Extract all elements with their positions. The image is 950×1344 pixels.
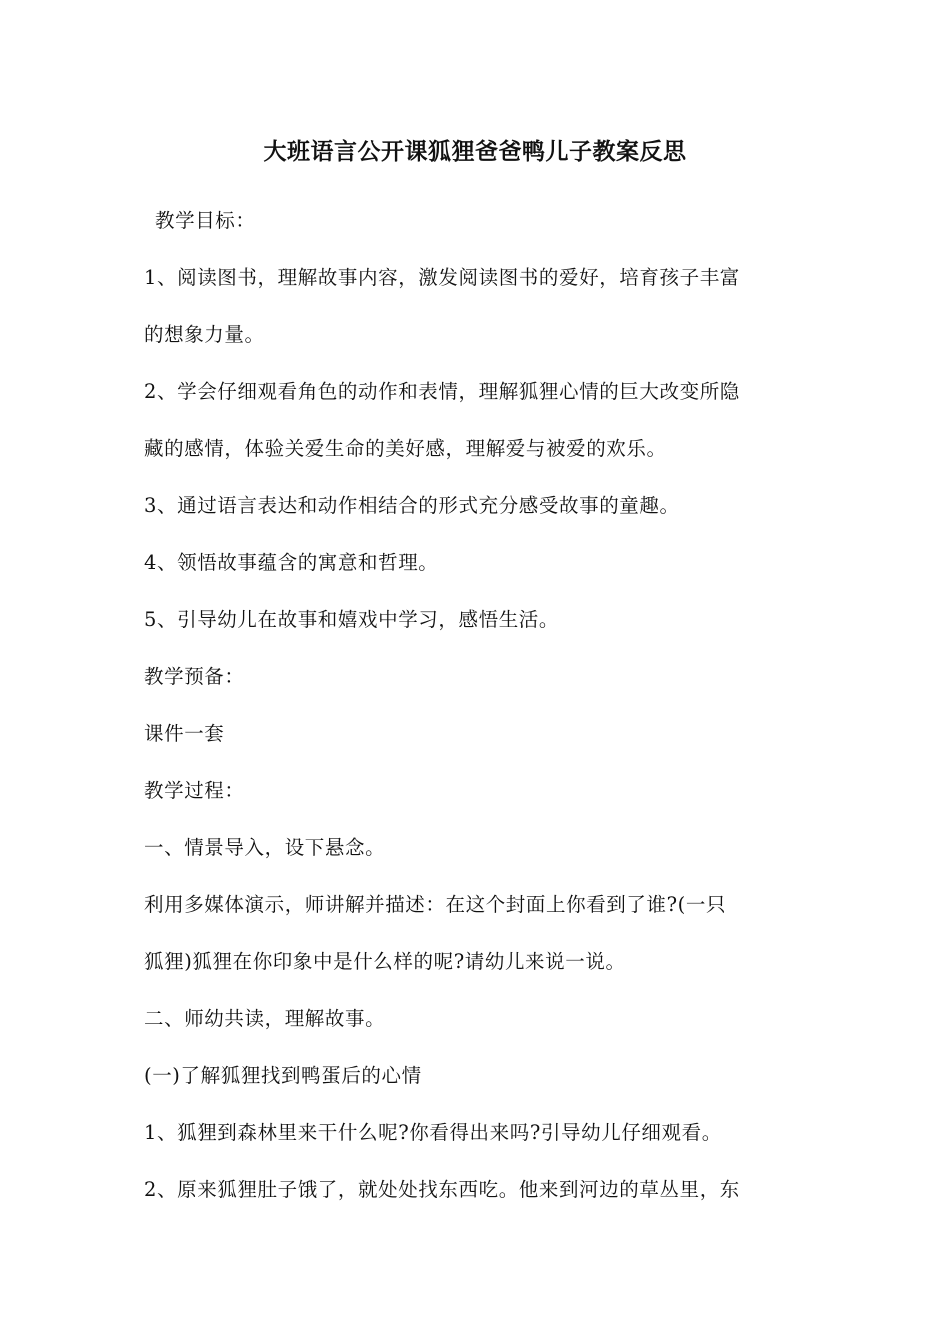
paragraph-line: 课件一套 — [144, 722, 225, 745]
paragraph-line: 1、狐狸到森林里来干什么呢?你看得出来吗?引导幼儿仔细观看。 — [144, 1121, 722, 1144]
section-heading-goals: 教学目标： — [155, 209, 256, 232]
paragraph-line: 藏的感情，体验关爱生命的美好感，理解爱与被爱的欢乐。 — [144, 437, 667, 460]
paragraph-line: 利用多媒体演示，师讲解并描述：在这个封面上你看到了谁?(一只 — [144, 893, 727, 916]
paragraph-line: (一)了解狐狸找到鸭蛋后的心情 — [144, 1064, 422, 1087]
paragraph-line: 5、引导幼儿在故事和嬉戏中学习，感悟生活。 — [144, 608, 560, 631]
section-heading-process: 教学过程： — [144, 779, 245, 802]
paragraph-line: 的想象力量。 — [144, 323, 265, 346]
document-title: 大班语言公开课狐狸爸爸鸭儿子教案反思 — [263, 138, 687, 165]
section-heading-preparation: 教学预备： — [144, 665, 245, 688]
paragraph-line: 4、领悟故事蕴含的寓意和哲理。 — [144, 551, 439, 574]
paragraph-line: 狐狸)狐狸在你印象中是什么样的呢?请幼儿来说一说。 — [144, 950, 626, 973]
paragraph-line: 2、学会仔细观看角色的动作和表情，理解狐狸心情的巨大改变所隐 — [144, 380, 740, 403]
paragraph-line: 1、阅读图书，理解故事内容，激发阅读图书的爱好，培育孩子丰富 — [144, 266, 740, 289]
paragraph-line: 2、原来狐狸肚子饿了，就处处找东西吃。他来到河边的草丛里，东 — [144, 1178, 740, 1201]
paragraph-line: 一、情景导入，设下悬念。 — [144, 836, 386, 859]
paragraph-line: 二、师幼共读，理解故事。 — [144, 1007, 386, 1030]
paragraph-line: 3、通过语言表达和动作相结合的形式充分感受故事的童趣。 — [144, 494, 680, 517]
